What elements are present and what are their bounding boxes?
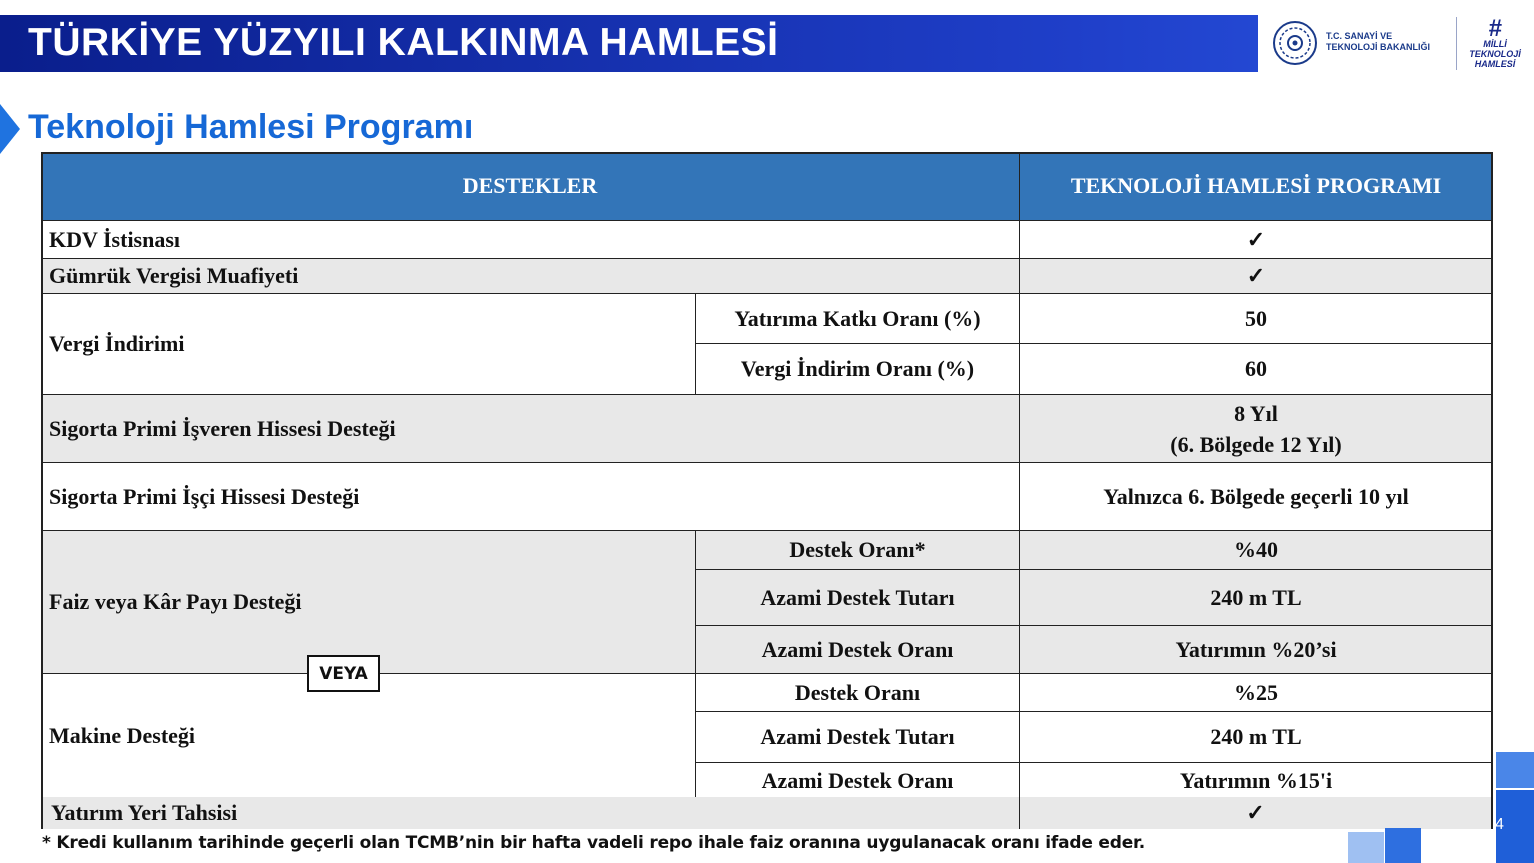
milli-teknoloji-logo bbox=[1464, 15, 1526, 69]
row-gumruk-label: Gümrük Vergisi Muafiyeti bbox=[41, 259, 1020, 294]
row-vergi-sub2-label: Vergi İndirim Oranı (%) bbox=[696, 344, 1020, 395]
row-isci-label: Sigorta Primi İşçi Hissesi Desteği bbox=[41, 463, 1020, 531]
logo-divider bbox=[1456, 17, 1457, 70]
logo-line3: HAMLESİ bbox=[1474, 59, 1516, 69]
row-isveren-value bbox=[1020, 395, 1493, 463]
row-gumruk-check-icon: ✓ bbox=[1020, 259, 1493, 294]
ministry-emblem-icon bbox=[1272, 20, 1318, 66]
row-isveren-value-line1: 8 Yıl bbox=[1234, 400, 1278, 426]
footnote: * Kredi kullanım tarihinde geçerli olan TCMB’nin bir hafta vadeli repo ihale faiz oranına uygulanacak oranı ifade eder. bbox=[42, 833, 1146, 853]
section-arrow-icon bbox=[0, 104, 20, 154]
or-badge: VEYA bbox=[307, 655, 380, 692]
ministry-name bbox=[1326, 31, 1430, 53]
logo-line1: MİLLİ bbox=[1483, 39, 1507, 49]
header-title: TÜRKİYE YÜZYILI KALKINMA HAMLESİ bbox=[28, 21, 779, 64]
row-isci-value: Yalnızca 6. Bölgede geçerli 10 yıl bbox=[1020, 463, 1493, 531]
row-faiz-sub3-label: Azami Destek Oranı bbox=[696, 626, 1020, 674]
row-makine-sub1-value: %25 bbox=[1020, 674, 1493, 712]
row-vergi-sub2-value: 60 bbox=[1020, 344, 1493, 395]
row-faiz-sub2-label: Azami Destek Tutarı bbox=[696, 570, 1020, 626]
logo-area bbox=[1258, 15, 1534, 72]
ministry-line1: T.C. SANAYİ VE bbox=[1326, 31, 1393, 41]
row-makine-sub2-value: 240 m TL bbox=[1020, 712, 1493, 763]
row-kdv-check-icon: ✓ bbox=[1020, 221, 1493, 259]
row-faiz-sub1-label: Destek Oranı* bbox=[696, 531, 1020, 570]
row-makine-label: Makine Desteği bbox=[41, 674, 696, 799]
row-faiz-sub2-value: 240 m TL bbox=[1020, 570, 1493, 626]
row-isveren-label: Sigorta Primi İşveren Hissesi Desteği bbox=[41, 395, 1020, 463]
page-number: 4 bbox=[1495, 816, 1504, 833]
row-makine-sub1-label: Destek Oranı bbox=[696, 674, 1020, 712]
header-destekler: DESTEKLER bbox=[41, 152, 1020, 221]
ministry-line2: TEKNOLOJİ BAKANLIĞI bbox=[1326, 42, 1431, 52]
logo-line2: TEKNOLOJİ bbox=[1469, 49, 1521, 59]
hash-icon: # bbox=[1488, 15, 1502, 42]
row-kdv-label: KDV İstisnası bbox=[41, 221, 1020, 259]
row-makine-sub3-value: Yatırımın %15'i bbox=[1020, 763, 1493, 799]
row-faiz-sub3-value: Yatırımın %20’si bbox=[1020, 626, 1493, 674]
row-makine-sub2-label: Azami Destek Tutarı bbox=[696, 712, 1020, 763]
header-bar bbox=[0, 15, 1534, 72]
section-title: Teknoloji Hamlesi Programı bbox=[28, 108, 474, 146]
row-isveren-value-line2: (6. Bölgede 12 Yıl) bbox=[1170, 431, 1342, 457]
decor-block-1 bbox=[1496, 752, 1534, 788]
row-vergi-sub1-label: Yatırıma Katkı Oranı (%) bbox=[696, 294, 1020, 344]
row-tahsis-label: Yatırım Yeri Tahsisi bbox=[41, 797, 1020, 829]
row-vergi-sub1-value: 50 bbox=[1020, 294, 1493, 344]
row-faiz-sub1-value: %40 bbox=[1020, 531, 1493, 570]
row-tahsis-check-icon: ✓ bbox=[1020, 797, 1493, 829]
row-faiz-label: Faiz veya Kâr Payı Desteği bbox=[41, 531, 696, 674]
support-table bbox=[41, 152, 1493, 799]
row-makine-sub3-label: Azami Destek Oranı bbox=[696, 763, 1020, 799]
decor-block-4 bbox=[1348, 832, 1384, 863]
decor-block-3 bbox=[1385, 828, 1421, 863]
row-vergi-label: Vergi İndirimi bbox=[41, 294, 696, 395]
header-program: TEKNOLOJİ HAMLESİ PROGRAMI bbox=[1020, 152, 1493, 221]
